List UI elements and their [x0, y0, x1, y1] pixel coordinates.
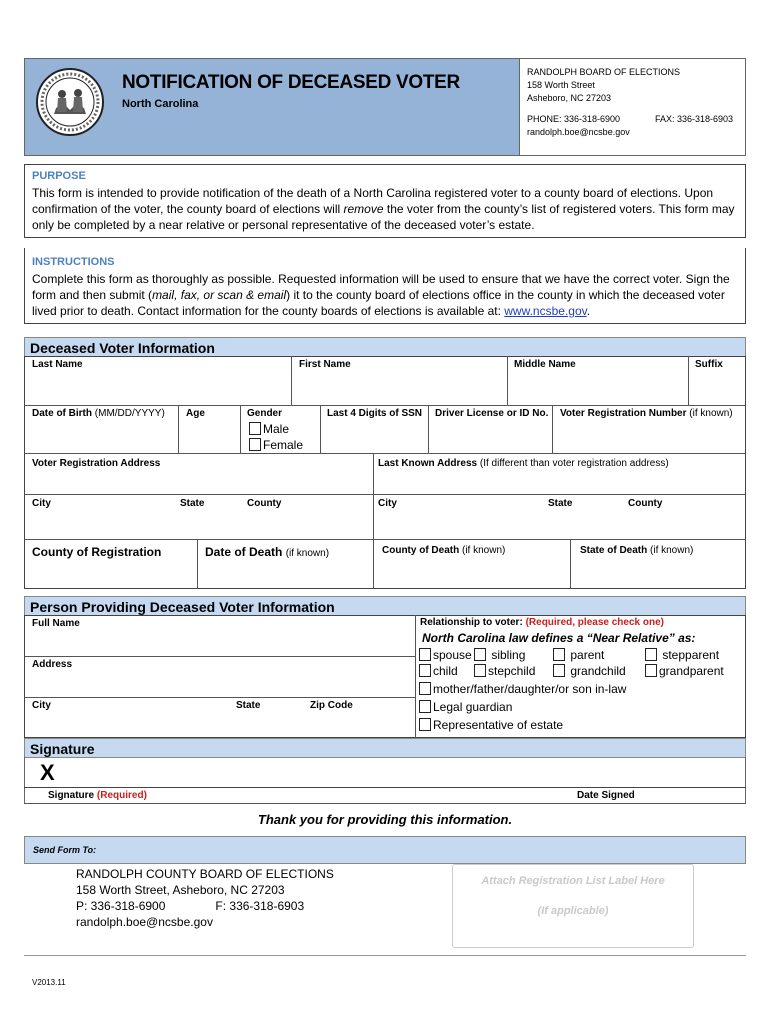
- option-spouse[interactable]: [419, 648, 472, 662]
- grandchild-checkbox[interactable]: [553, 664, 565, 677]
- thank-you-message: Thank you for providing this information.: [257, 812, 513, 827]
- signature-required: (Required): [96, 790, 147, 801]
- option-stepchild[interactable]: [474, 664, 535, 678]
- state-label: State: [180, 498, 205, 509]
- zip-label: Zip Code: [310, 700, 353, 711]
- board-name: RANDOLPH BOARD OF ELECTIONS: [527, 67, 681, 77]
- parent-label: parent: [570, 648, 605, 662]
- instructions-text-b: ) it to the county board of elections office in the county in which the deceased voter lived prior to death. Contact information for the county boards of elections is available at:: [32, 288, 725, 318]
- relationship-text: Relationship to voter:: [420, 617, 523, 628]
- instructions-heading: INSTRUCTIONS: [32, 256, 115, 268]
- last-county-label: County: [628, 498, 663, 509]
- grandparent-label: grandparent: [659, 664, 724, 678]
- middle-name-label: Middle Name: [514, 359, 576, 370]
- dob-note: (MM/DD/YYYY): [94, 408, 165, 419]
- parent-checkbox[interactable]: [553, 648, 565, 661]
- gender-female-option[interactable]: [249, 438, 303, 452]
- stepparent-checkbox[interactable]: [645, 648, 657, 661]
- row-divider: [24, 539, 746, 540]
- child-checkbox[interactable]: [419, 664, 431, 677]
- option-guardian[interactable]: [419, 700, 512, 714]
- option-sibling[interactable]: [474, 648, 525, 662]
- female-checkbox[interactable]: [249, 438, 261, 451]
- date-signed-label: Date Signed: [577, 790, 635, 801]
- ssn-label: Last 4 Digits of SSN: [327, 408, 423, 419]
- col-divider: [428, 405, 429, 453]
- dl-label: Driver License or ID No.: [435, 408, 549, 419]
- guardian-checkbox[interactable]: [419, 700, 431, 713]
- row-divider: [24, 656, 415, 657]
- col-divider: [291, 356, 292, 405]
- col-divider: [688, 356, 689, 405]
- row-divider: [24, 494, 746, 495]
- option-parent[interactable]: [553, 648, 604, 662]
- option-grandchild[interactable]: [553, 664, 626, 678]
- send-form-header: [24, 836, 746, 864]
- col-divider: [240, 405, 241, 453]
- male-label: Male: [263, 422, 290, 436]
- label-box-line1: Attach Registration List Label Here: [481, 875, 665, 887]
- vrn-note: (if known): [689, 408, 733, 419]
- vrn-label: [560, 408, 733, 419]
- county-death-note: (if known): [462, 545, 506, 556]
- signature-label-text: Signature: [48, 790, 95, 801]
- purpose-text-a: This form is intended to provide notification of the death of a North Carolina registered voter to a county board of elections. Upon confirmation of the voter, the county board of elections will: [32, 186, 714, 216]
- label-attach-box[interactable]: [452, 864, 694, 948]
- female-label: Female: [263, 438, 304, 452]
- grandparent-checkbox[interactable]: [645, 664, 657, 677]
- last-address-note: (If different than voter registration address): [479, 458, 669, 469]
- dod-label-text: Date of Death: [205, 545, 283, 559]
- city-label: City: [32, 498, 51, 509]
- address-label: Address: [32, 659, 73, 670]
- last-name-label: Last Name: [32, 359, 83, 370]
- gender-male-option[interactable]: [249, 422, 289, 436]
- col-divider: [507, 356, 508, 405]
- guardian-label: Legal guardian: [433, 700, 513, 714]
- col-divider: [415, 615, 416, 738]
- representative-label: Representative of estate: [433, 718, 564, 732]
- signature-x-mark: X: [40, 760, 55, 785]
- person-state-label: State: [236, 700, 261, 711]
- form-title: NOTIFICATION OF DECEASED VOTER: [122, 72, 460, 93]
- vrn-label-text: Voter Registration Number: [560, 408, 687, 419]
- last-city-label: City: [378, 498, 397, 509]
- option-stepparent[interactable]: [645, 648, 719, 662]
- grandchild-label: grandchild: [570, 664, 626, 678]
- county-death-label: [382, 545, 505, 556]
- deceased-section-title: Deceased Voter Information: [30, 340, 215, 356]
- person-section-header: [24, 596, 746, 616]
- board-email: randolph.boe@ncsbe.gov: [527, 127, 630, 137]
- spouse-checkbox[interactable]: [419, 648, 431, 661]
- purpose-heading: PURPOSE: [32, 170, 86, 182]
- child-label: child: [433, 664, 458, 678]
- purpose-text: [32, 185, 740, 233]
- option-representative[interactable]: [419, 718, 563, 732]
- male-checkbox[interactable]: [249, 422, 261, 435]
- form-subtitle: North Carolina: [122, 98, 199, 110]
- age-label: Age: [186, 408, 205, 419]
- stepparent-label: stepparent: [662, 648, 720, 662]
- suffix-label: Suffix: [695, 359, 723, 370]
- send-phone-fax: [76, 898, 334, 914]
- instructions-text-a: Complete this form as thoroughly as possible. Requested information will be used to ensure that we have the correct voter. Sign the form and then submit (: [32, 272, 730, 302]
- col-divider: [320, 405, 321, 453]
- signature-section-header: [24, 738, 746, 758]
- state-death-text: State of Death: [580, 545, 648, 556]
- last-state-label: State: [548, 498, 573, 509]
- instructions-text: [32, 271, 744, 319]
- purpose-text-b: the voter from the county’s list of registered voters. This form may only be completed by a near relative or personal representative of the deceased voter’s estate.: [32, 202, 735, 232]
- relationship-label: [420, 617, 664, 628]
- option-child[interactable]: [419, 664, 458, 678]
- version-label: V2013.11: [32, 978, 66, 987]
- reg-address-label: Voter Registration Address: [32, 458, 161, 469]
- col-divider: [373, 453, 374, 589]
- send-street: 158 Worth Street, Asheboro, NC 27203: [76, 883, 285, 897]
- last-address-text: Last Known Address: [378, 458, 478, 469]
- stepchild-label: stepchild: [488, 664, 536, 678]
- dob-label: [32, 408, 165, 419]
- full-name-label: Full Name: [32, 618, 80, 629]
- row-divider: [24, 405, 746, 406]
- send-fax: F: 336-318-6903: [215, 899, 305, 913]
- gender-label: Gender: [247, 408, 283, 419]
- county-death-text: County of Death: [382, 545, 460, 556]
- stepchild-checkbox[interactable]: [474, 664, 486, 677]
- option-in-law[interactable]: [419, 682, 626, 696]
- spouse-label: spouse: [433, 648, 472, 662]
- board-fax: FAX: 336-318-6903: [655, 114, 734, 124]
- col-divider: [197, 539, 198, 589]
- board-contact: [527, 66, 680, 105]
- nc-state-seal-icon: [36, 68, 104, 136]
- send-name: RANDOLPH COUNTY BOARD OF ELECTIONS: [76, 867, 334, 881]
- dod-label: [205, 545, 329, 559]
- in-law-checkbox[interactable]: [419, 682, 431, 695]
- footer-divider: [24, 955, 746, 956]
- first-name-label: First Name: [299, 359, 351, 370]
- board-phone: PHONE: 336-318-6900: [527, 114, 621, 124]
- near-relative-note: North Carolina law defines a “Near Relative” as:: [422, 631, 696, 645]
- label-box-line2: (If applicable): [537, 905, 609, 917]
- send-phone: P: 336-318-6900: [76, 899, 166, 913]
- sibling-label: sibling: [491, 648, 526, 662]
- signature-bottom-line: [24, 803, 746, 804]
- representative-checkbox[interactable]: [419, 718, 431, 731]
- signature-section-title: Signature: [30, 741, 95, 757]
- relationship-required: (Required, please check one): [525, 617, 664, 628]
- row-divider: [24, 453, 746, 454]
- dod-note: (if known): [285, 548, 330, 559]
- person-city-label: City: [32, 700, 51, 711]
- board-city: Asheboro, NC 27203: [527, 93, 612, 103]
- state-death-note: (if known): [650, 545, 694, 556]
- county-label: County: [247, 498, 282, 509]
- col-divider: [570, 539, 571, 589]
- in-law-label: mother/father/daughter/or son in-law: [433, 682, 627, 696]
- send-address: [76, 866, 334, 930]
- signature-line: [24, 787, 746, 788]
- col-divider: [178, 405, 179, 453]
- board-street: 158 Worth Street: [527, 80, 595, 90]
- last-address-label: [378, 458, 669, 469]
- instructions-text-c: .: [586, 304, 591, 318]
- option-grandparent[interactable]: [645, 664, 724, 678]
- ncsbe-link[interactable]: www.ncsbe.gov: [504, 304, 587, 318]
- county-reg-label: County of Registration: [32, 545, 162, 559]
- send-email: randolph.boe@ncsbe.gov: [76, 915, 213, 929]
- col-divider: [552, 405, 553, 453]
- row-divider: [24, 697, 415, 698]
- instructions-text-em: mail, fax, or scan & email: [152, 288, 287, 302]
- send-form-label: Send Form To:: [33, 845, 97, 855]
- signature-label: [48, 790, 147, 801]
- dob-label-text: Date of Birth: [32, 408, 92, 419]
- sibling-checkbox[interactable]: [474, 648, 486, 661]
- deceased-section-header: [24, 337, 746, 357]
- purpose-text-em: remove: [343, 202, 384, 216]
- person-section-title: Person Providing Deceased Voter Information: [30, 599, 335, 615]
- state-death-label: [580, 545, 693, 556]
